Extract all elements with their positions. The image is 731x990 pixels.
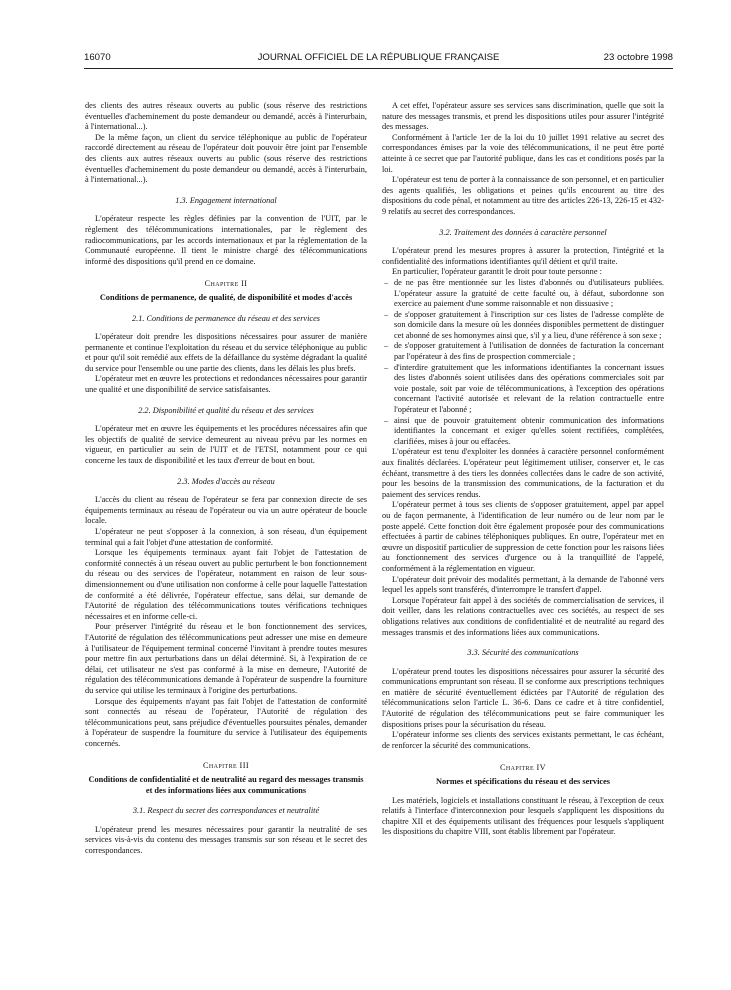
- chapter-title: Normes et spécifications du réseau et des services: [436, 777, 610, 787]
- paragraph: L'opérateur met en œuvre les équipements et les procédures nécessaires afin que les objectifs de qualité de service demeurent au niveau prévu par les normes en vigueur, en particulier au sein de l'UIT et de l'ETSI, notamment pour ce qui concerne les taux de disponibilité et les taux d'erreur de bout en bout.: [85, 424, 367, 466]
- list-item: – de s'opposer gratuitement à l'utilisation de données de facturation la concernant par l'opérateur à des fins de prospection commerciale ;: [382, 341, 664, 362]
- paragraph: L'opérateur met en œuvre les protections et redondances nécessaires pour garantir une qualité et une disponibilité de service satisfaisantes.: [85, 374, 367, 395]
- right-column: [382, 101, 664, 838]
- section-heading: 2.1. Conditions de permanence du réseau et des services: [131, 313, 321, 323]
- chapter-label: Chapitre II: [204, 279, 248, 289]
- paragraph: En particulier, l'opérateur garantit le droit pour toute personne :: [392, 267, 602, 277]
- paragraph: L'opérateur prend toutes les dispositions nécessaires pour assurer la sécurité des communications empruntant son réseau. Il se conforme aux prescriptions techniques en matière de sécurité éventuellement édictées par l'Autorité de régulation des télécommunications selon l'article L. 36-6. Dans ce cadre et à titre confidentiel, l'Autorité de régulation des télécommunications peut se faire communiquer les dispositions prises pour la sécurisation du réseau.: [382, 666, 664, 729]
- chapter-label: Chapitre III: [202, 761, 250, 771]
- paragraph: Pour préserver l'intégrité du réseau et le bon fonctionnement des services, l'Autorité de régulation des télécommunications peut adresser une mise en demeure à l'utilisateur de l'équipement terminal concerné l'invitant à prendre toutes mesures pour mettre fin aux perturbations dans un délai déterminé. Si, à l'expiration de ce délai, cet utilisateur ne s'est pas conformé à la mise en demeure, l'Autorité de régulation des télécommunications demande à l'opérateur de suspendre la fourniture du service qui utilise les terminaux à l'origine des perturbations.: [85, 622, 367, 695]
- paragraph: L'opérateur ne peut s'opposer à la connexion, à son réseau, d'un équipement terminal qui a fait l'objet d'une attestation de conformité.: [85, 527, 367, 547]
- list-item: – d'interdire gratuitement que les informations identifiantes la concernant issues des listes d'abonnés soient utilisées dans des opérations commerciales soit par voie postale, soit par voie de télécommunications, à l'exception des opérations concernant l'activité autorisée et relevant de la relation contractuelle entre l'opérateur et l'abonné ;: [382, 363, 664, 416]
- paragraph: De la même façon, un client du service téléphonique au public de l'opérateur raccordé directement au réseau de l'opérateur doit pouvoir être joint par l'ensemble des clients aux autres réseaux ouverts au public (sous réserve des restrictions éventuelles d'acheminement du poste demandeur ou demandé, accès à l'interurbain, à l'international...).: [85, 132, 367, 185]
- paragraph: L'opérateur respecte les règles définies par la convention de l'UIT, par le règlement des télécommunications internationales, par le règlement des radiocommunications, par les accords internationaux et par la réglementation de la Communauté européenne. Il tient le ministre chargé des télécommunications informé des dispositions qu'il prend en ce domaine.: [85, 214, 367, 266]
- chapter-title: Conditions de confidentialité et de neutralité au regard des messages transmis et des informations liées aux communications: [88, 775, 364, 795]
- chapter-title: Conditions de permanence, de qualité, de disponibilité et modes d'accès: [99, 292, 353, 302]
- paragraph: Conformément à l'article 1er de la loi du 10 juillet 1991 relative au secret des correspondances émises par la voie des télécommunications, il ne peut être porté atteinte à ce secret que par l'autorité publique, dans les cas et conditions posés par la loi.: [382, 132, 664, 174]
- section-heading: 2.3. Modes d'accès au réseau: [177, 476, 275, 486]
- section-heading: 3.1. Respect du secret des correspondances et neutralité: [132, 806, 320, 816]
- list-item: – ainsi que de pouvoir gratuitement obtenir communication des informations identifiantes la concernant et exiger qu'elles soient rectifiées, complétées, clarifiées, mises à jour ou effacées.: [382, 416, 664, 448]
- paragraph: L'opérateur doit prévoir des modalités permettant, à la demande de l'abonné vers lequel les appels sont transférés, d'interrompre le transfert d'appel.: [382, 574, 664, 595]
- paragraph: L'opérateur doit prendre les dispositions nécessaires pour assurer de manière permanente et continue l'exploitation du réseau et du service téléphonique au public et pour qu'il soit remédié aux effets de la défaillance du système dégradant la qualité du service pour l'ensemble ou une partie des clients, dans les délais les plus brefs.: [85, 332, 367, 373]
- paragraph: L'opérateur prend les mesures propres à assurer la protection, l'intégrité et la confidentialité des informations identifiantes qu'il détient et qu'il traite.: [382, 246, 664, 266]
- chapter-label: Chapitre IV: [499, 763, 547, 773]
- section-heading: 1.3. Engagement international: [175, 195, 277, 205]
- paragraph: Les matériels, logiciels et installations constituant le réseau, à l'exception de ceux relatifs à l'interface d'interconnexion pour lesquels s'appliquent les dispositions du chapitre XII et des équipements utilisant des fréquences pour lesquels s'appliquent les dispositions du chapitre VIII, sont établis librement par l'opérateur.: [382, 795, 664, 837]
- paragraph: Lorsque des équipements n'ayant pas fait l'objet de l'attestation de conformité sont connectés au réseau de l'opérateur, l'Autorité de régulation des télécommunications peut, sans préjudice d'éventuelles poursuites pénales, demander à l'opérateur de suspendre la fourniture du service à l'utilisateur des équipements concernés.: [85, 696, 367, 748]
- rights-list: [382, 278, 664, 448]
- paragraph: L'opérateur informe ses clients des services existants permettant, le cas échéant, de renforcer la sécurité des communications.: [382, 730, 664, 750]
- paragraph: des clients des autres réseaux ouverts au public (sous réserve des restrictions éventuelles d'acheminement du poste demandeur ou demandé, accès à l'interurbain, à l'international...).: [85, 101, 367, 132]
- paragraph: Lorsque l'opérateur fait appel à des sociétés de commercialisation de services, il doit veiller, dans les relations contractuelles avec ces sociétés, au respect de ses obligations relatives aux conditions de confidentialité et de neutralité au regard des messages transmis et des informations liées aux communications.: [382, 595, 664, 637]
- paragraph: L'opérateur est tenu de porter à la connaissance de son personnel, et en particulier des agents qualifiés, les obligations et peines qu'ils encourent au titre des dispositions du code pénal, et notamment au titre des articles 226-13, 226-15 et 432-9 relatifs au secret des correspondances.: [382, 175, 664, 216]
- paragraph: L'opérateur prend les mesures nécessaires pour garantir la neutralité de ses services vis-à-vis du contenu des messages transmis sur son réseau et le secret des correspondances.: [85, 824, 367, 856]
- list-item: – de s'opposer gratuitement à l'inscription sur ces listes de l'adresse complète de son domicile dans la mesure où les données disponibles permettent de distinguer cet abonné de ses homonymes ainsi que, s'il y a lieu, d'une référence à son sexe ;: [382, 310, 664, 342]
- paragraph: L'opérateur permet à tous ses clients de s'opposer gratuitement, appel par appel ou de façon permanente, à l'identification de leur numéro ou de leur nom par le poste appelé. Cette fonction doit être également proposée pour des communications effectuées à partir de cabines téléphoniques publiques. En outre, l'opérateur met en œuvre un dispositif particulier de suppression de cette fonction pour les raisons liées au fonctionnement des services d'urgence ou à la tranquillité de l'appelé, conformément à la réglementation en vigueur.: [382, 500, 664, 573]
- issue-date: 23 octobre 1998: [603, 52, 673, 63]
- paragraph: L'opérateur est tenu d'exploiter les données à caractère personnel conformément aux finalités déclarées. L'opérateur peut légitimement utiliser, conserver et, le cas échéant, transmettre à des tiers les données collectées dans le cadre de son activité, pour les besoins de la transmission des communications, de la facturation et du paiement des services rendus.: [382, 447, 664, 499]
- paragraph: A cet effet, l'opérateur assure ses services sans discrimination, quelle que soit la nature des messages transmis, et prend les dispositions utiles pour assurer l'intégrité des messages.: [382, 101, 664, 132]
- left-column: [85, 101, 367, 857]
- page-header: [84, 52, 673, 68]
- page-number: 16070: [84, 52, 111, 63]
- section-heading: 2.2. Disponibilité et qualité du réseau et des services: [138, 405, 314, 415]
- paragraph: L'accès du client au réseau de l'opérateur se fera par connexion directe de ses équipements terminaux au réseau de l'opérateur ou via un autre opérateur de boucle locale.: [85, 495, 367, 526]
- header-rule: [84, 68, 673, 69]
- section-heading: 3.2. Traitement des données à caractère personnel: [439, 227, 607, 237]
- paragraph: Lorsque les équipements terminaux ayant fait l'objet de l'attestation de conformité connectés à un réseau ouvert au public perturbent le bon fonctionnement du réseau ou des services de l'opérateur, notamment en raison de leur sous-dimensionnement ou d'une utilisation non conforme à celle pour laquelle l'attestation de conformité a été délivrée, l'opérateur effectue, sans délai, sur demande de l'Autorité de régulation des télécommunications toutes vérifications techniques nécessaires et en informe celle-ci.: [85, 548, 367, 621]
- journal-title: JOURNAL OFFICIEL DE LA RÉPUBLIQUE FRANÇAISE: [257, 52, 500, 63]
- list-item: – de ne pas être mentionnée sur les listes d'abonnés ou d'utilisateurs publiées. L'opérateur assure la gratuité de cette faculté ou, à défaut, subordonne son exercice au paiement d'une somme raisonnable et non dissuasive ;: [382, 278, 664, 310]
- section-heading: 3.3. Sécurité des communications: [467, 648, 579, 658]
